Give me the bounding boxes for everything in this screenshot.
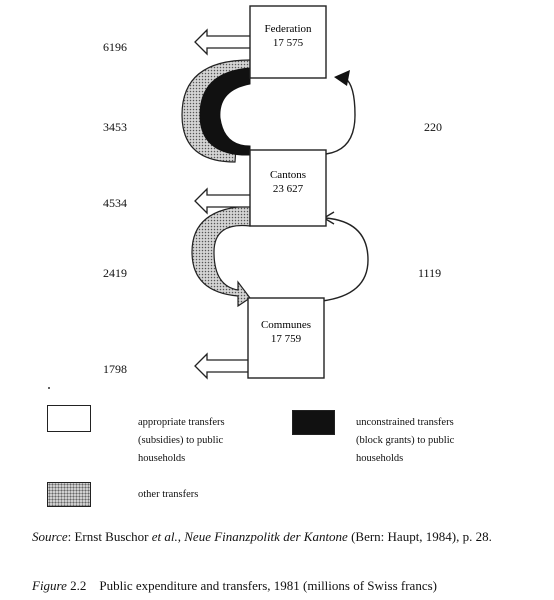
communes-public-value: 1798 [103,362,127,376]
cantons-name: Cantons [269,169,307,181]
fed-to-cantons-value: 3453 [103,120,127,134]
communes-to-cantons-line [322,218,368,301]
source-etal: et al. [151,529,178,544]
federation-public-value: 6196 [103,40,127,54]
legend-unconstrained-line-2: (block grants) to public [356,435,455,446]
source-text-mid: , [177,529,185,544]
legend-swatch-other [47,482,91,507]
legend-unconstrained [356,414,454,468]
legend-appropriate-line-1: appropriate transfers [138,417,225,428]
cantons-to-communes-value: 2419 [103,266,127,280]
cantons-to-federation-value: 220 [424,120,442,134]
legend-swatch-appropriate [47,405,91,432]
legend-appropriate-line-2: (subsidies) to public [138,435,224,446]
communes-value: 17 759 [270,333,302,345]
federation-name: Federation [264,23,312,35]
cantons-value: 23 627 [272,183,304,195]
source-text-after: (Bern: Haupt, 1984), p. 28. [347,529,492,544]
cantons-to-federation-arrowhead [334,70,350,86]
caption-text: 2.2 Public expenditure and transfers, 1981 (millions of Swiss francs) [66,578,437,593]
communes-to-cantons-value: 1119 [418,266,442,280]
legend-unconstrained-line-3: households [356,453,404,464]
cantons-to-communes-dotted-arrow [192,206,250,306]
source-label: Source [32,529,68,544]
federation-outflow-arrow [195,30,250,54]
federation-value: 17 575 [272,37,304,49]
source-title: Neue Finanzpolitk der Kantone [184,529,348,544]
legend-unconstrained-line-1: unconstrained transfers [356,417,454,428]
legend-appropriate-line-3: households [138,453,186,464]
source-note [32,528,532,545]
stray-dot [48,387,50,389]
communes-name: Communes [260,319,312,331]
source-text-before: : Ernst Buschor [67,529,152,544]
legend-appropriate [138,414,225,468]
legend-swatch-unconstrained [292,410,335,435]
figure-caption [32,578,552,594]
legend-other: other transfers [138,489,199,500]
communes-outflow-arrow [195,354,248,378]
caption-label: Figure [32,578,67,593]
cantons-public-value: 4534 [103,196,127,210]
cantons-to-federation-line [326,78,355,154]
